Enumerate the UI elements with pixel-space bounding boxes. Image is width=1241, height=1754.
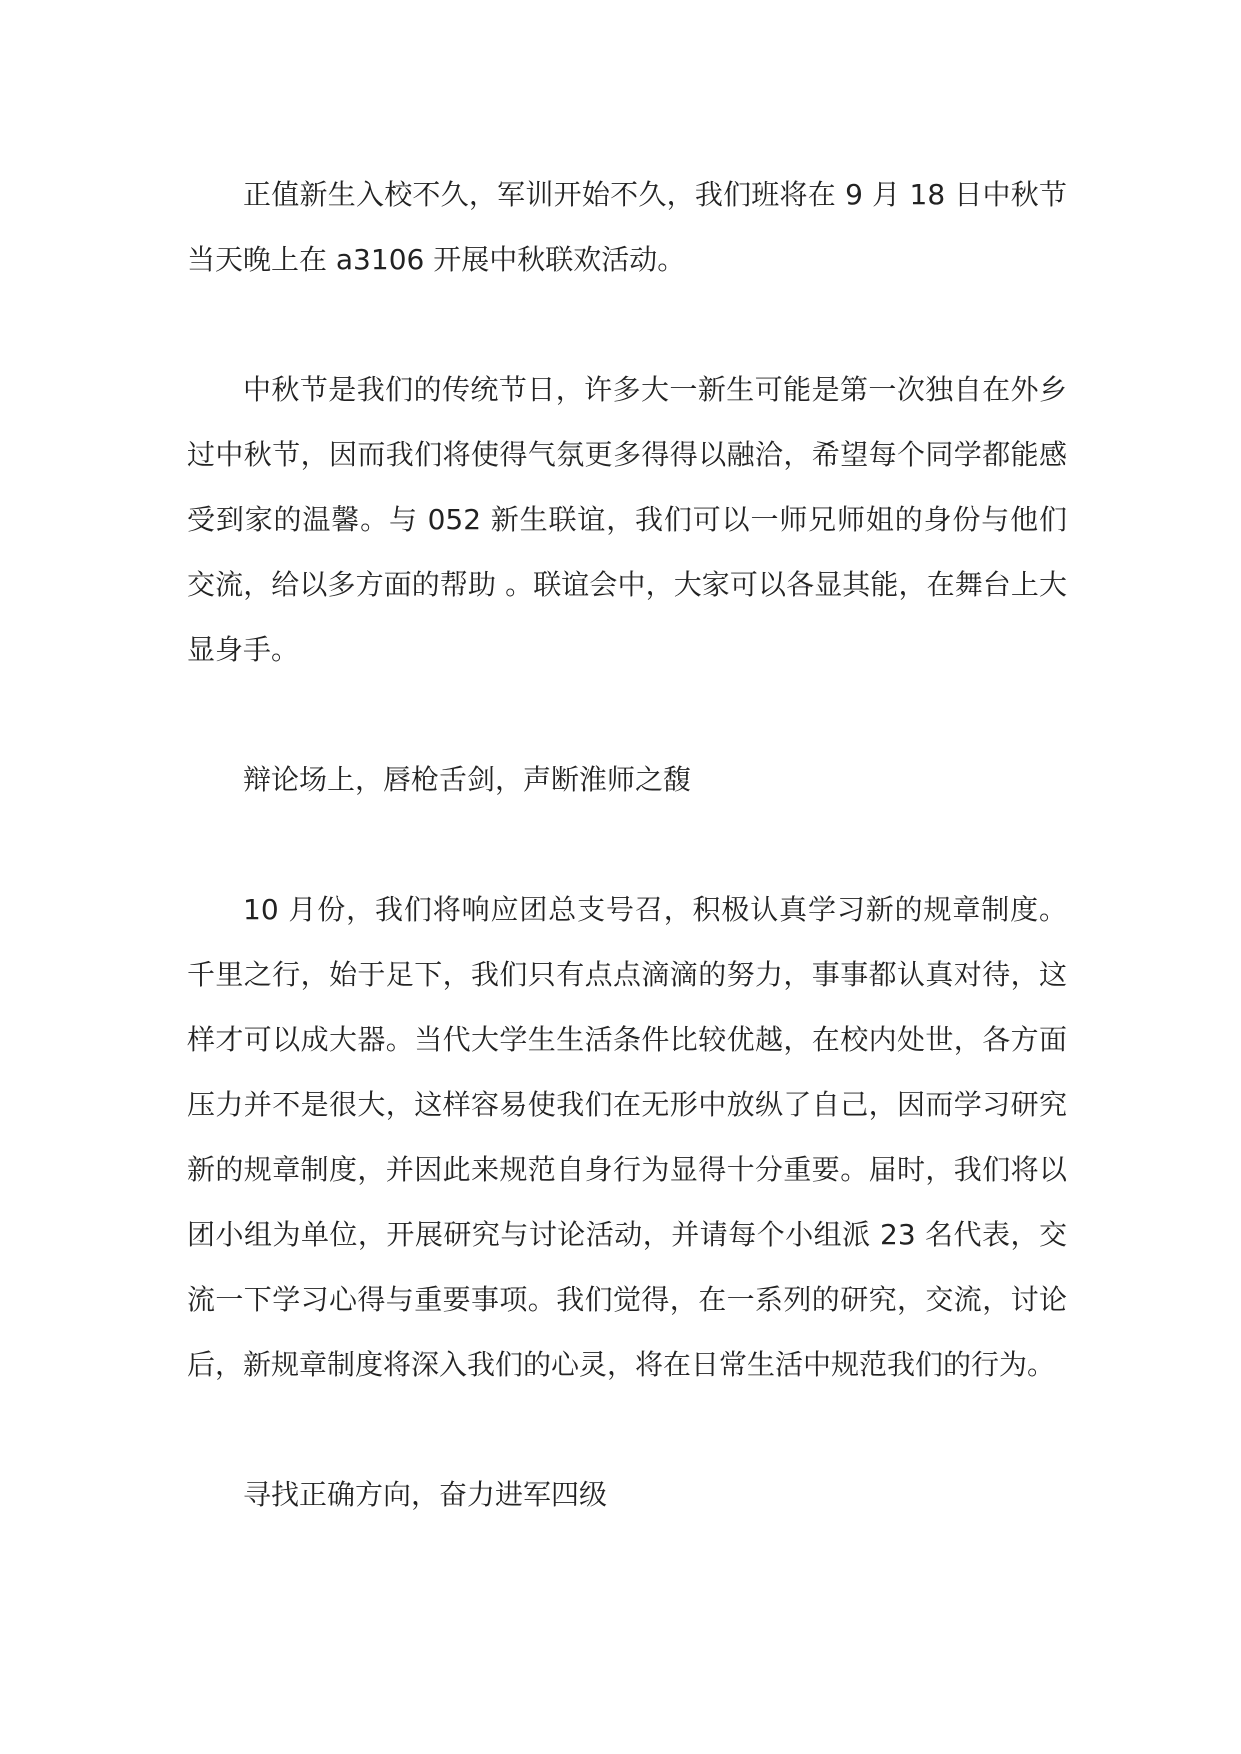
paragraph-mid-autumn-details: 中秋节是我们的传统节日，许多大一新生可能是第一次独自在外乡过中秋节，因而我们将使得气氛更多得得以融洽，希望每个同学都能感受到家的温馨。与 052 新生联谊，我们可以一师兄师姐的身份与他们交流，给以多方面的帮助 。联谊会中，大家可以各显其能，在舞台上大显身手。 — [187, 373, 1067, 666]
paragraph-mid-autumn-event: 正值新生入校不久，军训开始不久，我们班将在 9 月 18 日中秋节当天晚上在 a3106 开展中秋联欢活动。 — [187, 178, 1067, 276]
section-heading-cet4: 寻找正确方向，奋力进军四级 — [243, 1478, 608, 1511]
paragraph-rules-study: 10 月份，我们将响应团总支号召，积极认真学习新的规章制度。千里之行，始于足下，我们只有点点滴滴的努力，事事都认真对待，这样才可以成大器。当代大学生生活条件比较优越，在校内处世，各方面压力并不是很大，这样容易使我们在无形中放纵了自己，因而学习研究新的规章制度，并因此来规范自身行为显得十分重要。届时，我们将以团小组为单位，开展研究与讨论活动，并请每个小组派 23 名代表，交流一下学习心得与重要事项。我们觉得，在一系列的研究，交流，讨论后，新规章制度将深入我们的心灵，将在日常生活中规范我们的行为。 — [187, 893, 1067, 1381]
section-heading-debate: 辩论场上，唇枪舌剑，声断淮师之馥 — [243, 763, 692, 796]
document-body — [187, 162, 1067, 1527]
